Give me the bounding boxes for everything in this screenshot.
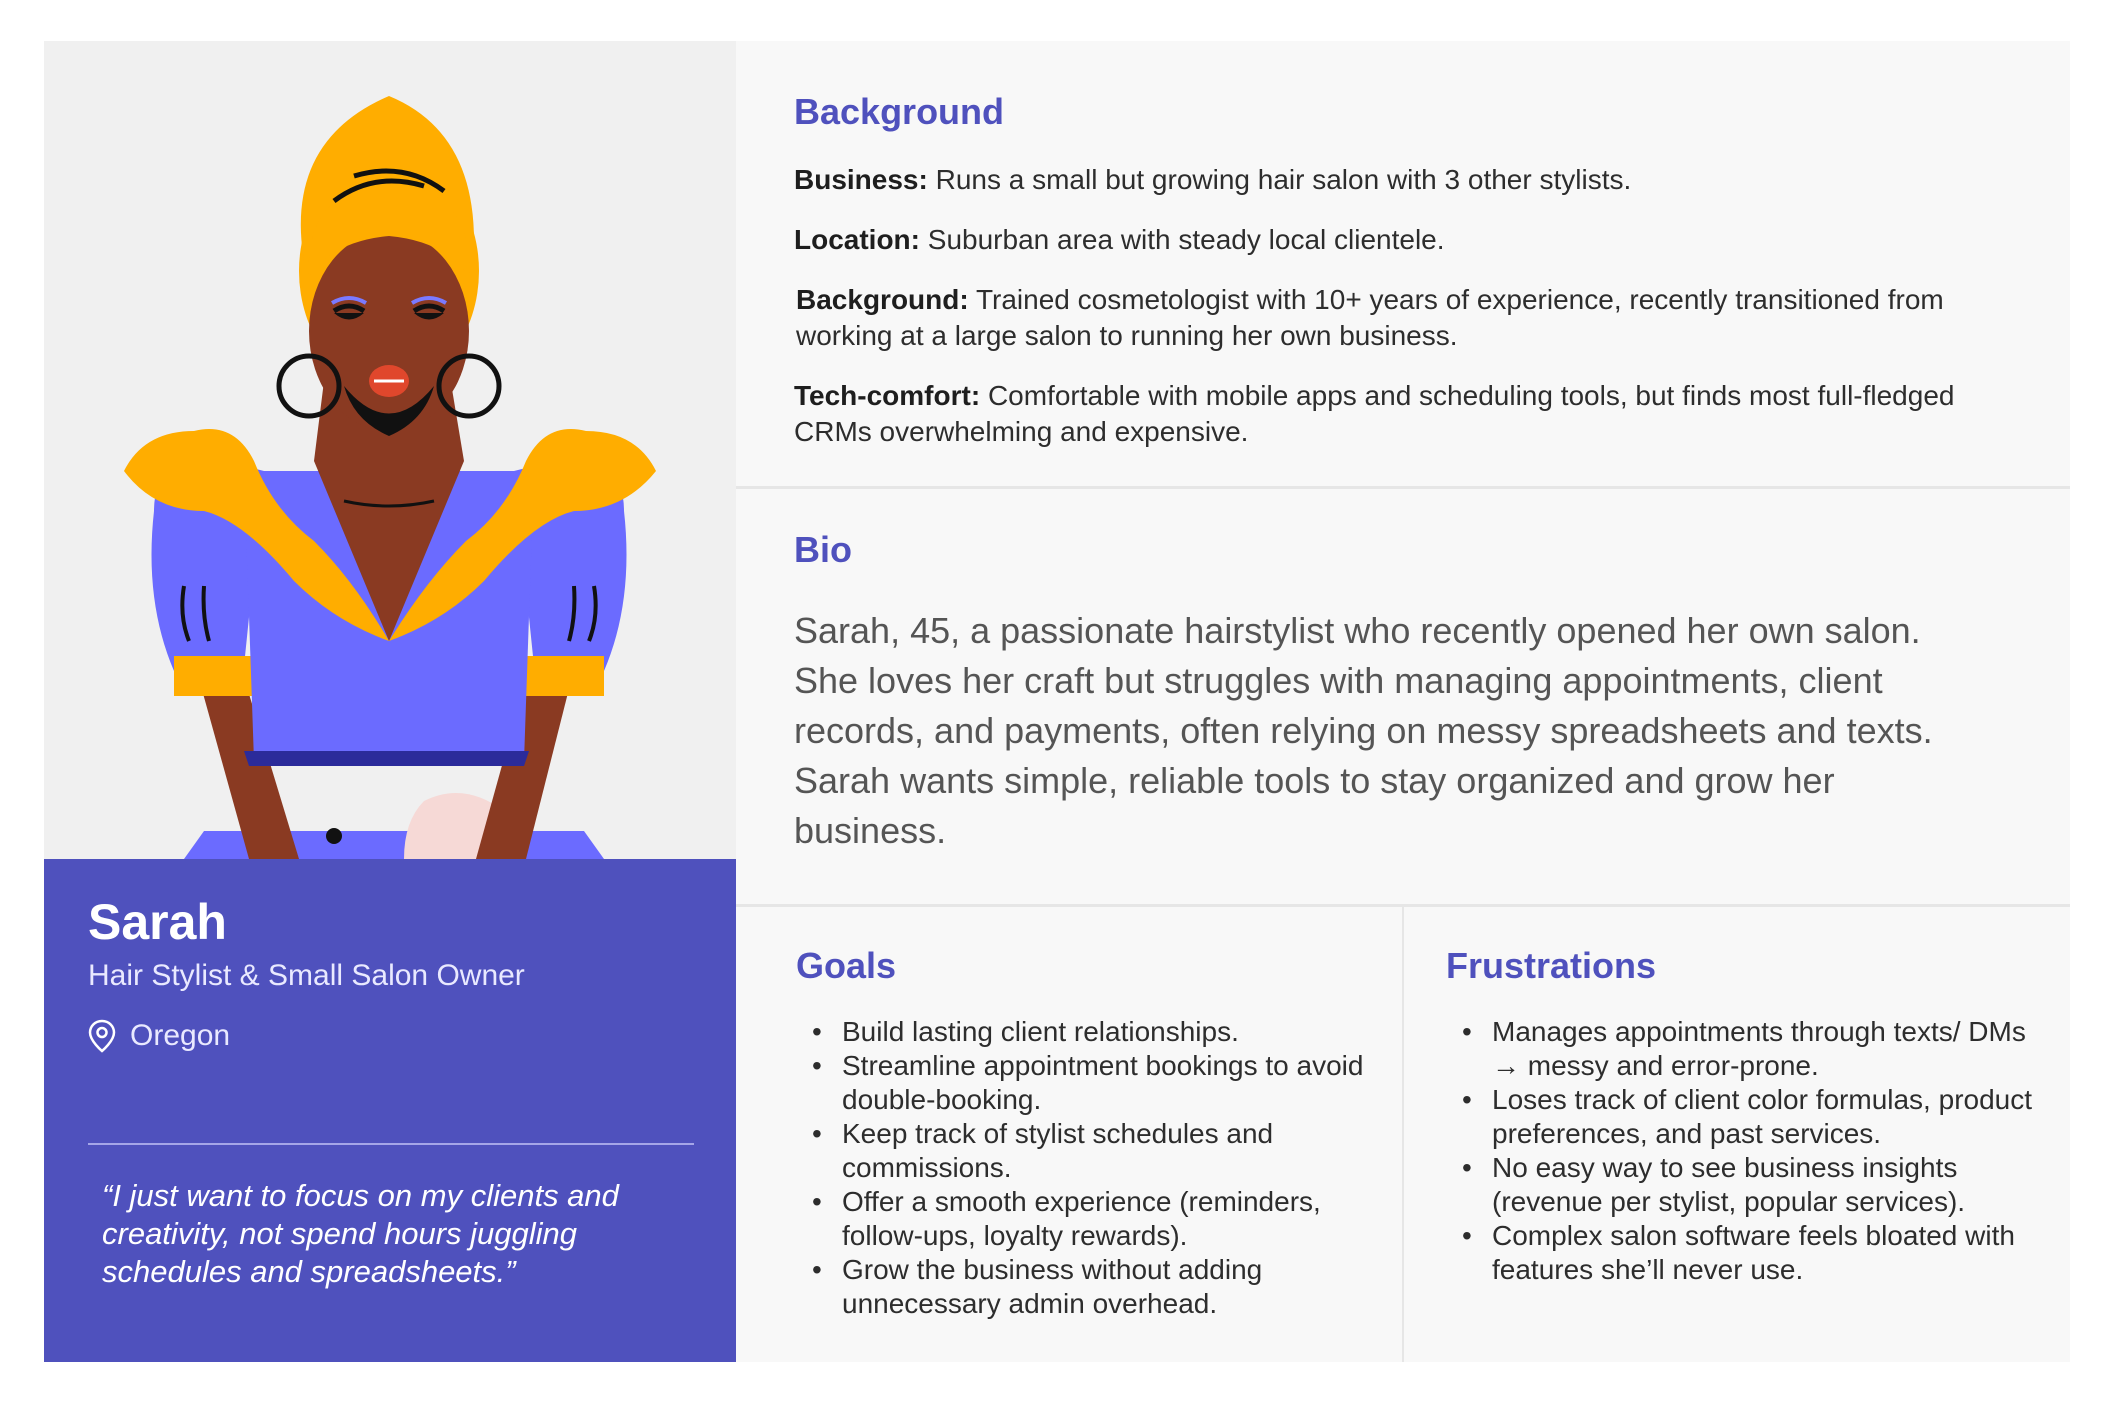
persona-name: Sarah <box>88 894 227 950</box>
persona-id-panel <box>44 859 736 1362</box>
goals-list <box>796 1015 1376 1321</box>
persona-role: Hair Stylist & Small Salon Owner <box>88 959 525 992</box>
list-item: • Grow the business without adding unnecessary admin overhead. <box>796 1253 1376 1321</box>
persona-card <box>44 41 2070 1362</box>
goals-frustrations-section <box>736 907 2070 1362</box>
background-section <box>736 41 2070 489</box>
persona-location <box>88 1019 230 1053</box>
frustrations-column <box>1404 907 2070 1362</box>
background-item-tech-comfort <box>794 378 2034 450</box>
bio-title: Bio <box>794 529 852 570</box>
persona-location-text: Oregon <box>130 1019 231 1052</box>
background-item-text: Comfortable with mobile apps and scheduling tools, but finds most full-fledged CRMs overwhelming and expensive. <box>794 380 1955 447</box>
list-item: • Streamline appointment bookings to avoid double-booking. <box>796 1049 1376 1117</box>
background-item-label: Background: <box>796 284 969 315</box>
portrait-illustration <box>44 41 736 859</box>
background-item-background <box>796 282 2036 354</box>
frustrations-list <box>1446 1015 2046 1287</box>
background-item-business <box>794 162 2034 198</box>
bio-section <box>736 489 2070 907</box>
goals-column <box>736 907 1404 1362</box>
map-pin-icon <box>88 1019 116 1053</box>
background-item-label: Tech-comfort: <box>794 380 981 411</box>
background-item-text: Trained cosmetologist with 10+ years of experience, recently transitioned from working at a large salon to running her own business. <box>796 284 1944 351</box>
background-item-text: Suburban area with steady local clientele. <box>927 224 1445 255</box>
list-item: • Loses track of client color formulas, product preferences, and past services. <box>1446 1083 2046 1151</box>
persona-portrait <box>44 41 736 859</box>
quote-divider <box>88 1143 694 1145</box>
list-item: • Offer a smooth experience (reminders, follow-ups, loyalty rewards). <box>796 1185 1376 1253</box>
persona-quote: “I just want to focus on my clients and creativity, not spend hours juggling schedules and spreadsheets.” <box>102 1178 619 1289</box>
frustrations-title: Frustrations <box>1446 945 1657 986</box>
list-item: • Keep track of stylist schedules and commissions. <box>796 1117 1376 1185</box>
goals-title: Goals <box>796 945 897 986</box>
bio-text: Sarah, 45, a passionate hairstylist who recently opened her own salon. She loves her craft but struggles with managing appointments, client records, and payments, often relying on messy spreadsheets and texts. Sarah wants simple, reliable tools to stay organized and grow her business. <box>794 610 1933 851</box>
persona-sidebar <box>44 41 736 1362</box>
background-title: Background <box>794 91 1005 132</box>
list-item: • Manages appointments through texts/ DMs → messy and error-prone. <box>1446 1015 2046 1083</box>
background-item-text: Runs a small but growing hair salon with 3 other stylists. <box>935 164 1632 195</box>
list-item: • Build lasting client relationships. <box>796 1015 1376 1049</box>
background-item-location <box>794 222 2034 258</box>
persona-details <box>736 41 2070 1362</box>
list-item: • Complex salon software feels bloated with features she’ll never use. <box>1446 1219 2046 1287</box>
list-item: • No easy way to see business insights (revenue per stylist, popular services). <box>1446 1151 2046 1219</box>
background-item-label: Business: <box>794 164 928 195</box>
background-item-label: Location: <box>794 224 920 255</box>
